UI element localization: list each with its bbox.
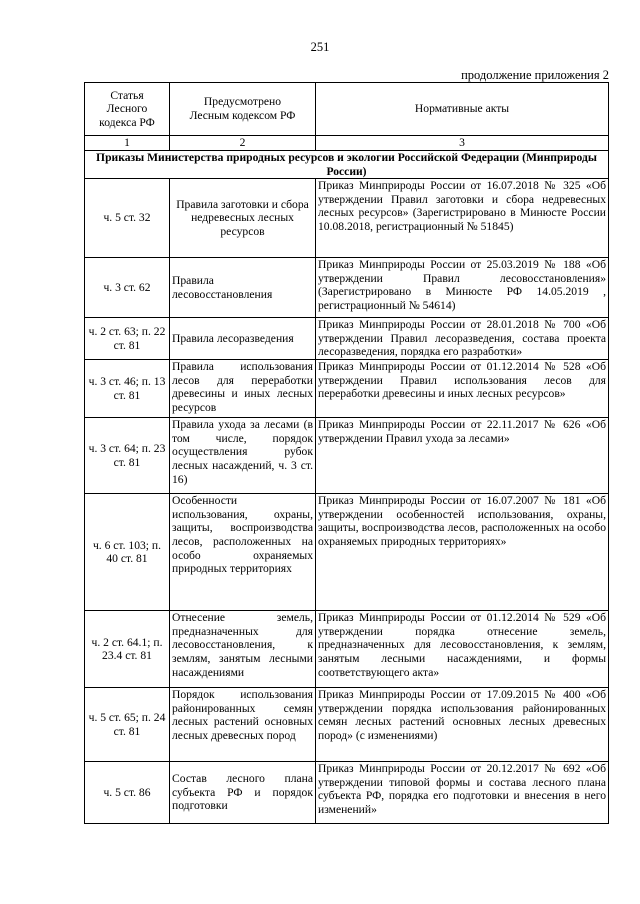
table-row bbox=[85, 418, 609, 494]
section-title: Приказы Министерства природных ресурсов и экологии Российской Федерации (Минприроды России) bbox=[85, 151, 609, 179]
provision-cell: Состав лесного плана субъекта РФ и порядок подготовки bbox=[170, 762, 316, 824]
table-header-row bbox=[85, 83, 609, 136]
table-row bbox=[85, 360, 609, 418]
section-row bbox=[85, 151, 609, 179]
normative-acts-table bbox=[84, 82, 609, 824]
act-cell: Приказ Минприроды России от 01.12.2014 № 528 «Об утверждении Правил использования лесов для переработки древесины и иных лесных ресурсов» bbox=[316, 360, 609, 418]
act-cell: Приказ Минприроды России от 16.07.2007 № 181 «Об утверждении особенностей использования, охраны, защиты, воспроизводства лесов, расположенных на особо охраняемых природных территориях» bbox=[316, 494, 609, 611]
act-cell: Приказ Минприроды России от 17.09.2015 № 400 «Об утверждении порядка использования районированных семян лесных растений основных лесных древесных пород» (с изменениями) bbox=[316, 688, 609, 762]
table-row bbox=[85, 494, 609, 611]
provision-cell: Правила лесовосстановления bbox=[170, 258, 316, 318]
column-number-3: 3 bbox=[316, 136, 609, 151]
article-cell: ч. 2 ст. 64.1; п. 23.4 ст. 81 bbox=[85, 611, 170, 688]
column-number-2: 2 bbox=[170, 136, 316, 151]
article-cell: ч. 5 ст. 86 bbox=[85, 762, 170, 824]
column-numbers-row bbox=[85, 136, 609, 151]
provision-cell: Особенности использования, охраны, защиты, воспроизводства лесов, расположенных на особо охраняемых природных территориях bbox=[170, 494, 316, 611]
header-provision: Предусмотрено Лесным кодексом РФ bbox=[170, 83, 316, 136]
act-cell: Приказ Минприроды России от 20.12.2017 № 692 «Об утверждении типовой формы и состава лесного плана субъекта РФ, порядка его подготовки и внесения в него изменений» bbox=[316, 762, 609, 824]
act-cell: Приказ Минприроды России от 22.11.2017 № 626 «Об утверждении Правил ухода за лесами» bbox=[316, 418, 609, 494]
act-cell: Приказ Минприроды России от 16.07.2018 № 325 «Об утверждении Правил заготовки и сбора недревесных лесных ресурсов» (Зарегистрировано в Минюсте России 10.08.2018, регистрационный № 51845) bbox=[316, 179, 609, 258]
article-cell: ч. 2 ст. 63; п. 22 ст. 81 bbox=[85, 318, 170, 360]
article-cell: ч. 5 ст. 32 bbox=[85, 179, 170, 258]
act-cell: Приказ Минприроды России от 25.03.2019 № 188 «Об утверждении Правил лесовосстановления» (Зарегистрировано в Минюсте РФ 14.05.2019 , регистрационный № 54614) bbox=[316, 258, 609, 318]
table-row bbox=[85, 688, 609, 762]
table-row bbox=[85, 611, 609, 688]
header-article: Статья Лесного кодекса РФ bbox=[85, 83, 170, 136]
provision-cell: Отнесение земель, предназначенных для лесовосстановления, к землям, занятым лесными насаждениями bbox=[170, 611, 316, 688]
article-cell: ч. 3 ст. 64; п. 23 ст. 81 bbox=[85, 418, 170, 494]
table-row bbox=[85, 179, 609, 258]
provision-cell: Правила ухода за лесами (в том числе, порядок осуществления рубок лесных насаждений, ч. 3 ст. 16) bbox=[170, 418, 316, 494]
article-cell: ч. 3 ст. 46; п. 13 ст. 81 bbox=[85, 360, 170, 418]
act-cell: Приказ Минприроды России от 01.12.2014 № 529 «Об утверждении порядка отнесение земель, предназначенных для лесовосстановления, к землям, занятым лесными насаждениями, и формы соответствующего акта» bbox=[316, 611, 609, 688]
page-number: 251 bbox=[310, 40, 330, 54]
column-number-1: 1 bbox=[85, 136, 170, 151]
provision-cell: Правила заготовки и сбора недревесных лесных ресурсов bbox=[170, 179, 316, 258]
article-cell: ч. 3 ст. 62 bbox=[85, 258, 170, 318]
continuation-label: продолжение приложения 2 bbox=[461, 68, 609, 82]
article-cell: ч. 6 ст. 103; п. 40 ст. 81 bbox=[85, 494, 170, 611]
act-cell: Приказ Минприроды России от 28.01.2018 № 700 «Об утверждении Правил лесоразведения, состава проекта лесоразведения, порядка его разработки» bbox=[316, 318, 609, 360]
table-row bbox=[85, 258, 609, 318]
table-row bbox=[85, 318, 609, 360]
header-acts: Нормативные акты bbox=[316, 83, 609, 136]
article-cell: ч. 5 ст. 65; п. 24 ст. 81 bbox=[85, 688, 170, 762]
table-row bbox=[85, 762, 609, 824]
provision-cell: Порядок использования районированных семян лесных растений основных лесных древесных пород bbox=[170, 688, 316, 762]
provision-cell: Правила лесоразведения bbox=[170, 318, 316, 360]
provision-cell: Правила использования лесов для переработки древесины и иных лесных ресурсов bbox=[170, 360, 316, 418]
